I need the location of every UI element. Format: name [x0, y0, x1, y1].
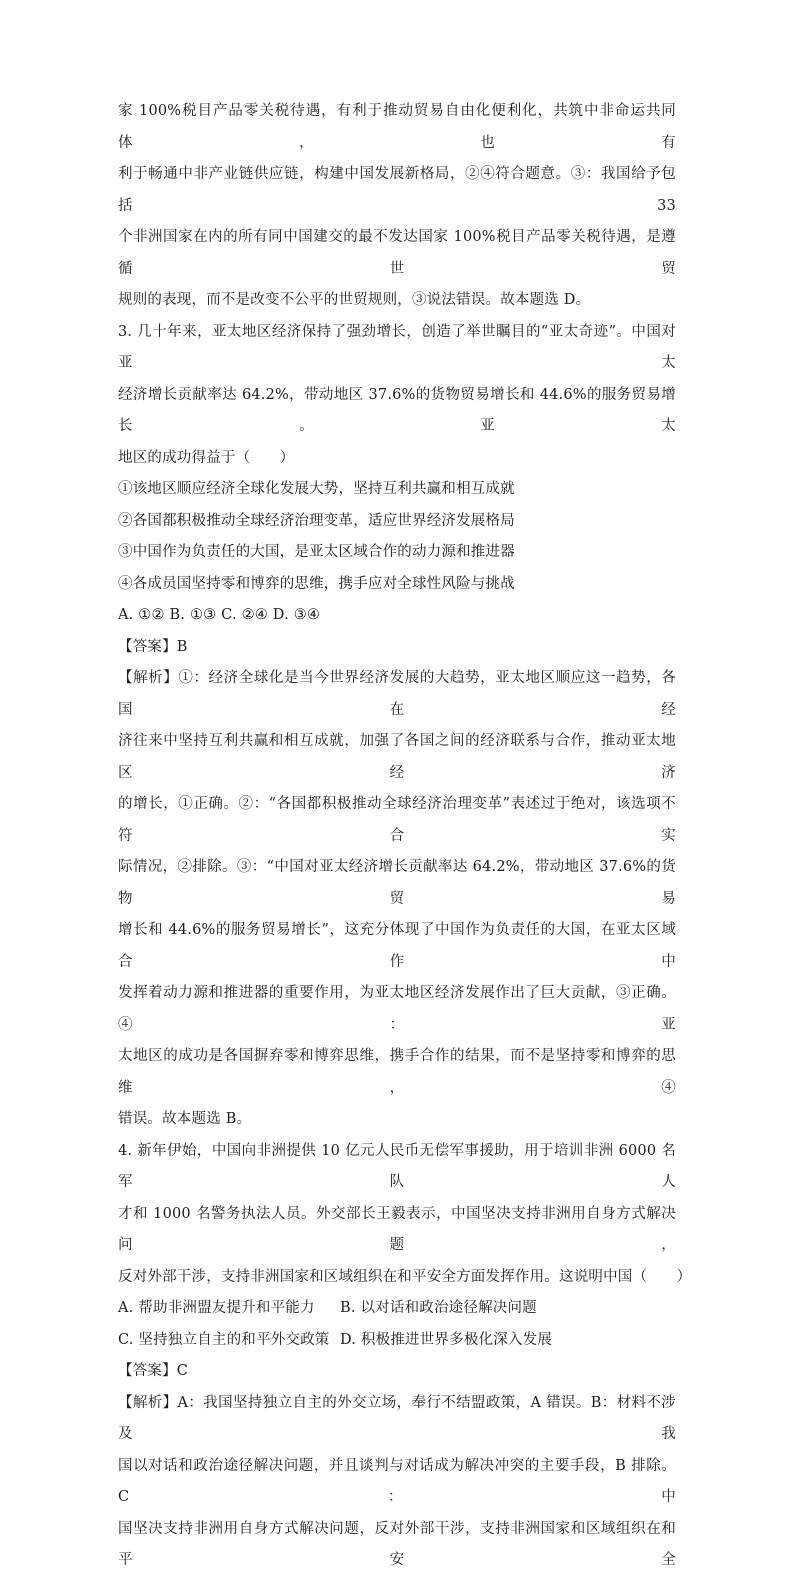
analysis-3: 济往来中坚持互利共赢和相互成就，加强了各国之间的经济联系与合作，推动亚太地区经济	[118, 733, 676, 781]
question-4-stem: 才和 1000 名警务执法人员。外交部长王毅表示，中国坚决支持非洲用自身方式解决问题，	[118, 1205, 676, 1253]
question-4-options-row	[118, 1325, 676, 1357]
option-d: D. 积极推进世界多极化深入发展	[340, 1331, 553, 1348]
text-line: 个非洲国家在内的所有同中国建交的最不发达国家 100%税目产品零关税待遇，是遵循世贸	[118, 229, 676, 277]
text-line: 规则的表现，而不是改变不公平的世贸规则，③说法错误。故本题选 D。	[118, 292, 591, 308]
answer-3: 【答案】B	[118, 638, 188, 655]
question-3-options: A. ①② B. ①③ C. ②④ D. ③④	[118, 607, 321, 623]
analysis-3: 的增长，①正确。②：“各国都积极推动全球经济治理变革”表述过于绝对，该选项不符合实	[118, 796, 676, 844]
statement-2: ②各国都积极推动全球经济治理变革，适应世界经济发展格局	[118, 512, 515, 529]
statement-4: ④各成员国坚持零和博弈的思维，携手应对全球性风险与挑战	[118, 575, 515, 592]
analysis-3: 【解析】①：经济全球化是当今世界经济发展的大趋势，亚太地区顺应这一趋势，各国在经	[118, 670, 676, 718]
analysis-3: 太地区的成功是各国摒弃零和博弈思维，携手合作的结果，而不是坚持零和博弈的思维，④	[118, 1048, 676, 1096]
analysis-4: 【解析】A：我国坚持独立自主的外交立场，奉行不结盟政策，A 错误。B：材料不涉及我	[118, 1394, 676, 1442]
question-3-stem: 经济增长贡献率达 64.2%，带动地区 37.6%的货物贸易增长和 44.6%的服务贸易增长。亚太	[118, 386, 676, 434]
analysis-3: 增长和 44.6%的服务贸易增长”，这充分体现了中国作为负责任的大国，在亚太区域合作中	[118, 922, 676, 970]
option-c: C. 坚持独立自主的和平外交政策	[118, 1331, 330, 1348]
text-line: 利于畅通中非产业链供应链，构建中国发展新格局，②④符合题意。③：我国给予包括 33	[118, 166, 676, 214]
answer-4: 【答案】C	[118, 1363, 189, 1379]
question-4-stem: 4. 新年伊始，中国向非洲提供 10 亿元人民币无偿军事援助，用于培训非洲 6000 名军队人	[118, 1142, 676, 1190]
text-line: 家 100%税目产品零关税待遇，有利于推动贸易自由化便利化，共筑中非命运共同体，也有	[118, 103, 676, 151]
question-3-stem: 地区的成功得益于（ ）	[118, 449, 295, 466]
statement-1: ①该地区顺应经济全球化发展大势，坚持互利共赢和相互成就	[118, 481, 515, 497]
analysis-4: 国坚决支持非洲用自身方式解决问题，反对外部干涉，支持非洲国家和区域组织在和平安全	[118, 1520, 676, 1568]
option-b: B. 以对话和政治途径解决问题	[340, 1300, 537, 1316]
question-4-options-row	[118, 1293, 676, 1325]
option-a: A. 帮助非洲盟友提升和平能力	[118, 1300, 315, 1316]
question-4-stem: 反对外部干涉，支持非洲国家和区域组织在和平安全方面发挥作用。这说明中国（ ）	[118, 1268, 692, 1285]
analysis-3: 错误。故本题选 B。	[118, 1111, 252, 1127]
analysis-3: 发挥着动力源和推进器的重要作用，为亚太地区经济发展作出了巨大贡献，③正确。④：亚	[118, 985, 676, 1033]
analysis-4: 国以对话和政治途径解决问题，并且谈判与对话成为解决冲突的主要手段，B 排除。C：中	[118, 1457, 676, 1505]
question-3-stem: 3. 几十年来，亚太地区经济保持了强劲增长，创造了举世瞩目的“亚太奇迹”。中国对亚太	[118, 323, 676, 371]
analysis-3: 际情况，②排除。③：“中国对亚太经济增长贡献率达 64.2%，带动地区 37.6%的货物贸易	[118, 859, 676, 907]
statement-3: ③中国作为负责任的大国，是亚太区域合作的动力源和推进器	[118, 544, 515, 560]
